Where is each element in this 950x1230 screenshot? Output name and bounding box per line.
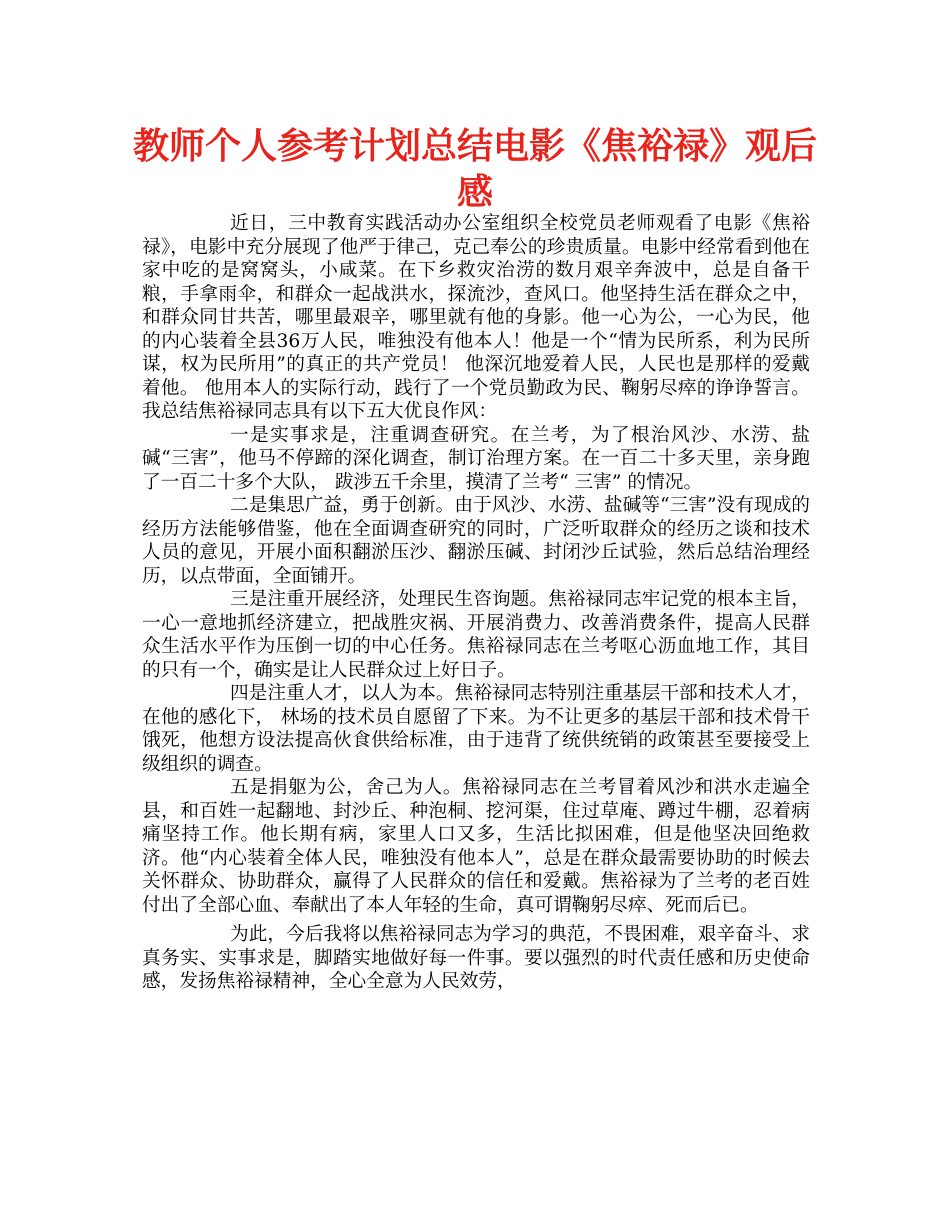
document-body xyxy=(142,212,810,994)
paragraph-point-one: 一是实事求是，注重调查研究。在兰考，为了根治风沙、水涝、盐碱“三害”，他马不停蹄的深化调查，制订治理方案。在一百二十多天里，亲身跑了一百二十多个大队， 跋涉五千余里，摸清了兰考“ 三害” 的情况。 xyxy=(142,424,810,493)
paragraph-point-two: 二是集思广益，勇于创新。由于风沙、水涝、盐碱等“三害”没有现成的经历方法能够借鉴，他在全面调查研究的同时，广泛听取群众的经历之谈和技术人员的意见，开展小面积翻淤压沙、翻淤压碱、封闭沙丘试验，然后总结治理经历，以点带面，全面铺开。 xyxy=(142,495,810,587)
paragraph-intro: 近日，三中教育实践活动办公室组织全校党员老师观看了电影《焦裕禄》，电影中充分展现了他严于律己，克己奉公的珍贵质量。电影中经常看到他在家中吃的是窝窝头，小咸菜。在下乡救灾治涝的数月艰辛奔波中，总是自备干粮，手拿雨伞，和群众一起战洪水，探流沙，查风口。他坚持生活在群众之中，和群众同甘共苦，哪里最艰辛，哪里就有他的身影。他一心为公，一心为民，他的内心装着全县36万人民，唯独没有他本人！他是一个“情为民所系，利为民所谋，权为民所用”的真正的共产党员！ 他深沉地爱着人民，人民也是那样的爱戴着他。 他用本人的实际行动，践行了一个党员勤政为民、鞠躬尽瘁的诤诤誓言。我总结焦裕禄同志具有以下五大优良作风： xyxy=(142,213,810,422)
document-title: 教师个人参考计划总结电影《焦裕禄》观后感 xyxy=(132,126,817,213)
paragraph-point-three: 三是注重开展经济，处理民生咨询题。焦裕禄同志牢记党的根本主旨，一心一意地抓经济建立，把战胜灾祸、开展消费力、改善消费条件，提高人民群众生活水平作为压倒一切的中心任务。焦裕禄同志在兰考呕心沥血地工作，其目的只有一个，确实是让人民群众过上好日子。 xyxy=(142,589,810,681)
paragraph-point-five: 五是捐躯为公，舍己为人。焦裕禄同志在兰考冒着风沙和洪水走遍全县，和百姓一起翻地、封沙丘、种泡桐、挖河渠，住过草庵、蹲过牛棚，忍着病痛坚持工作。他长期有病，家里人口又多，生活比拟困难，但是他坚决回绝救济。他“内心装着全体人民，唯独没有他本人”，总是在群众最需要协助的时候去关怀群众、协助群众，赢得了人民群众的信任和爱戴。焦裕禄为了兰考的老百姓付出了全部心血、奉献出了本人年轻的生命，真可谓鞠躬尽瘁、死而后已。 xyxy=(142,777,810,916)
paragraph-conclusion: 为此，今后我将以焦裕禄同志为学习的典范，不畏困难，艰辛奋斗、求真务实、实事求是，脚踏实地做好每一件事。要以强烈的时代责任感和历史使命感，发扬焦裕禄精神，全心全意为人民效劳， xyxy=(142,924,810,992)
paragraph-point-four: 四是注重人才，以人为本。焦裕禄同志特别注重基层干部和技术人才，在他的感化下， 林场的技术员自愿留了下来。为不让更多的基层干部和技术骨干饿死，他想方设法提高伙食供给标准，由于违背了统供统销的政策甚至要接受上级组织的调查。 xyxy=(142,683,810,775)
